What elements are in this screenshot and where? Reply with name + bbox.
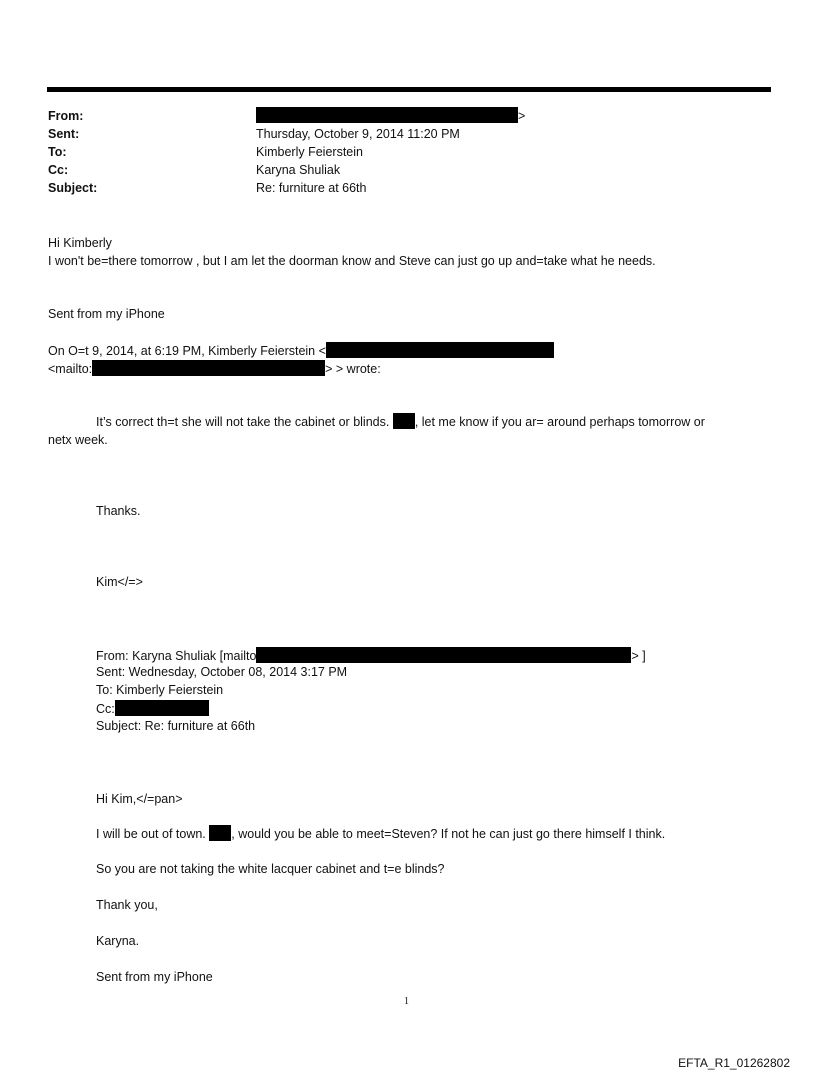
cc-row: [48, 161, 768, 179]
to-value: Kimberly Feierstein: [256, 145, 363, 159]
out-of-town-line: [96, 825, 665, 843]
page-number: 1: [404, 996, 409, 1007]
sent-label: Sent:: [48, 127, 80, 141]
redaction-box: [326, 342, 554, 358]
greeting: Hi Kimberly: [48, 236, 112, 250]
subject-label: Subject:: [48, 181, 98, 195]
quoted-para-wrap: netx week.: [48, 433, 108, 447]
karyna-signature: Karyna.: [96, 934, 140, 948]
fwd-cc-line: [96, 700, 209, 718]
fwd-from-line: [96, 647, 646, 665]
quote-intro-line: [48, 342, 554, 360]
fwd-from-suffix: > ]: [631, 649, 646, 663]
sent-from-iphone-quoted: Sent from my iPhone: [96, 970, 213, 984]
fwd-sent-line: Sent: Wednesday, October 08, 2014 3:17 PM: [96, 665, 348, 679]
kim-signature: Kim</=>: [96, 575, 143, 589]
bates-number: EFTA_R1_01262802: [678, 1056, 790, 1070]
from-value: [256, 107, 525, 125]
from-suffix: >: [518, 109, 526, 123]
sent-value: Thursday, October 9, 2014 11:20 PM: [256, 127, 460, 141]
quote-intro-text: On O=t 9, 2014, at 6:19 PM, Kimberly Feierstein <: [48, 344, 326, 358]
quoted-text: It’s correct th=t she will not take the cabinet or blinds.: [96, 415, 390, 429]
wrote-text: > > wrote:: [325, 362, 381, 376]
sent-from-iphone: Sent from my iPhone: [48, 307, 165, 321]
redaction-box: [393, 413, 415, 429]
thank-you-line: Thank you,: [96, 898, 158, 912]
cc-label: Cc:: [48, 163, 69, 177]
cc-value: Karyna Shuliak: [256, 163, 341, 177]
out-of-town-text: I will be out of town.: [96, 827, 206, 841]
mailto-prefix: <mailto:: [48, 362, 93, 376]
quote-mailto-line: [48, 360, 381, 378]
not-taking-line: So you are not taking the white lacquer cabinet and t=e blinds?: [96, 862, 445, 876]
redaction-box: [256, 107, 518, 123]
sent-row: [48, 125, 768, 143]
from-label: From:: [48, 109, 84, 123]
fwd-from-text: From: Karyna Shuliak [mailto: [96, 649, 257, 663]
from-row: [48, 107, 768, 125]
to-row: [48, 143, 768, 161]
to-label: To:: [48, 145, 67, 159]
hi-kim-line: Hi Kim,</=pan>: [96, 792, 183, 806]
thanks-text: Thanks.: [96, 504, 141, 518]
quoted-para-line: [96, 413, 705, 431]
redaction-box: [256, 647, 631, 663]
out-of-town-cont: , would you be able to meet=Steven? If not he can just go there himself I think.: [231, 827, 666, 841]
fwd-to-line: To: Kimberly Feierstein: [96, 683, 224, 697]
message-text: I won't be=there tomorrow , but I am let the doorman know and Steve can just go up and=take what he needs.: [48, 254, 656, 268]
fwd-cc-label: Cc:: [96, 702, 115, 716]
redaction-box: [92, 360, 325, 376]
header-rule: [47, 87, 771, 92]
subject-value: Re: furniture at 66th: [256, 181, 367, 195]
redaction-box: [115, 700, 209, 716]
quoted-text-cont: , let me know if you ar= around perhaps tomorrow or: [414, 415, 705, 429]
fwd-subject-line: Subject: Re: furniture at 66th: [96, 719, 256, 733]
redaction-box: [209, 825, 231, 841]
subject-row: [48, 179, 768, 197]
